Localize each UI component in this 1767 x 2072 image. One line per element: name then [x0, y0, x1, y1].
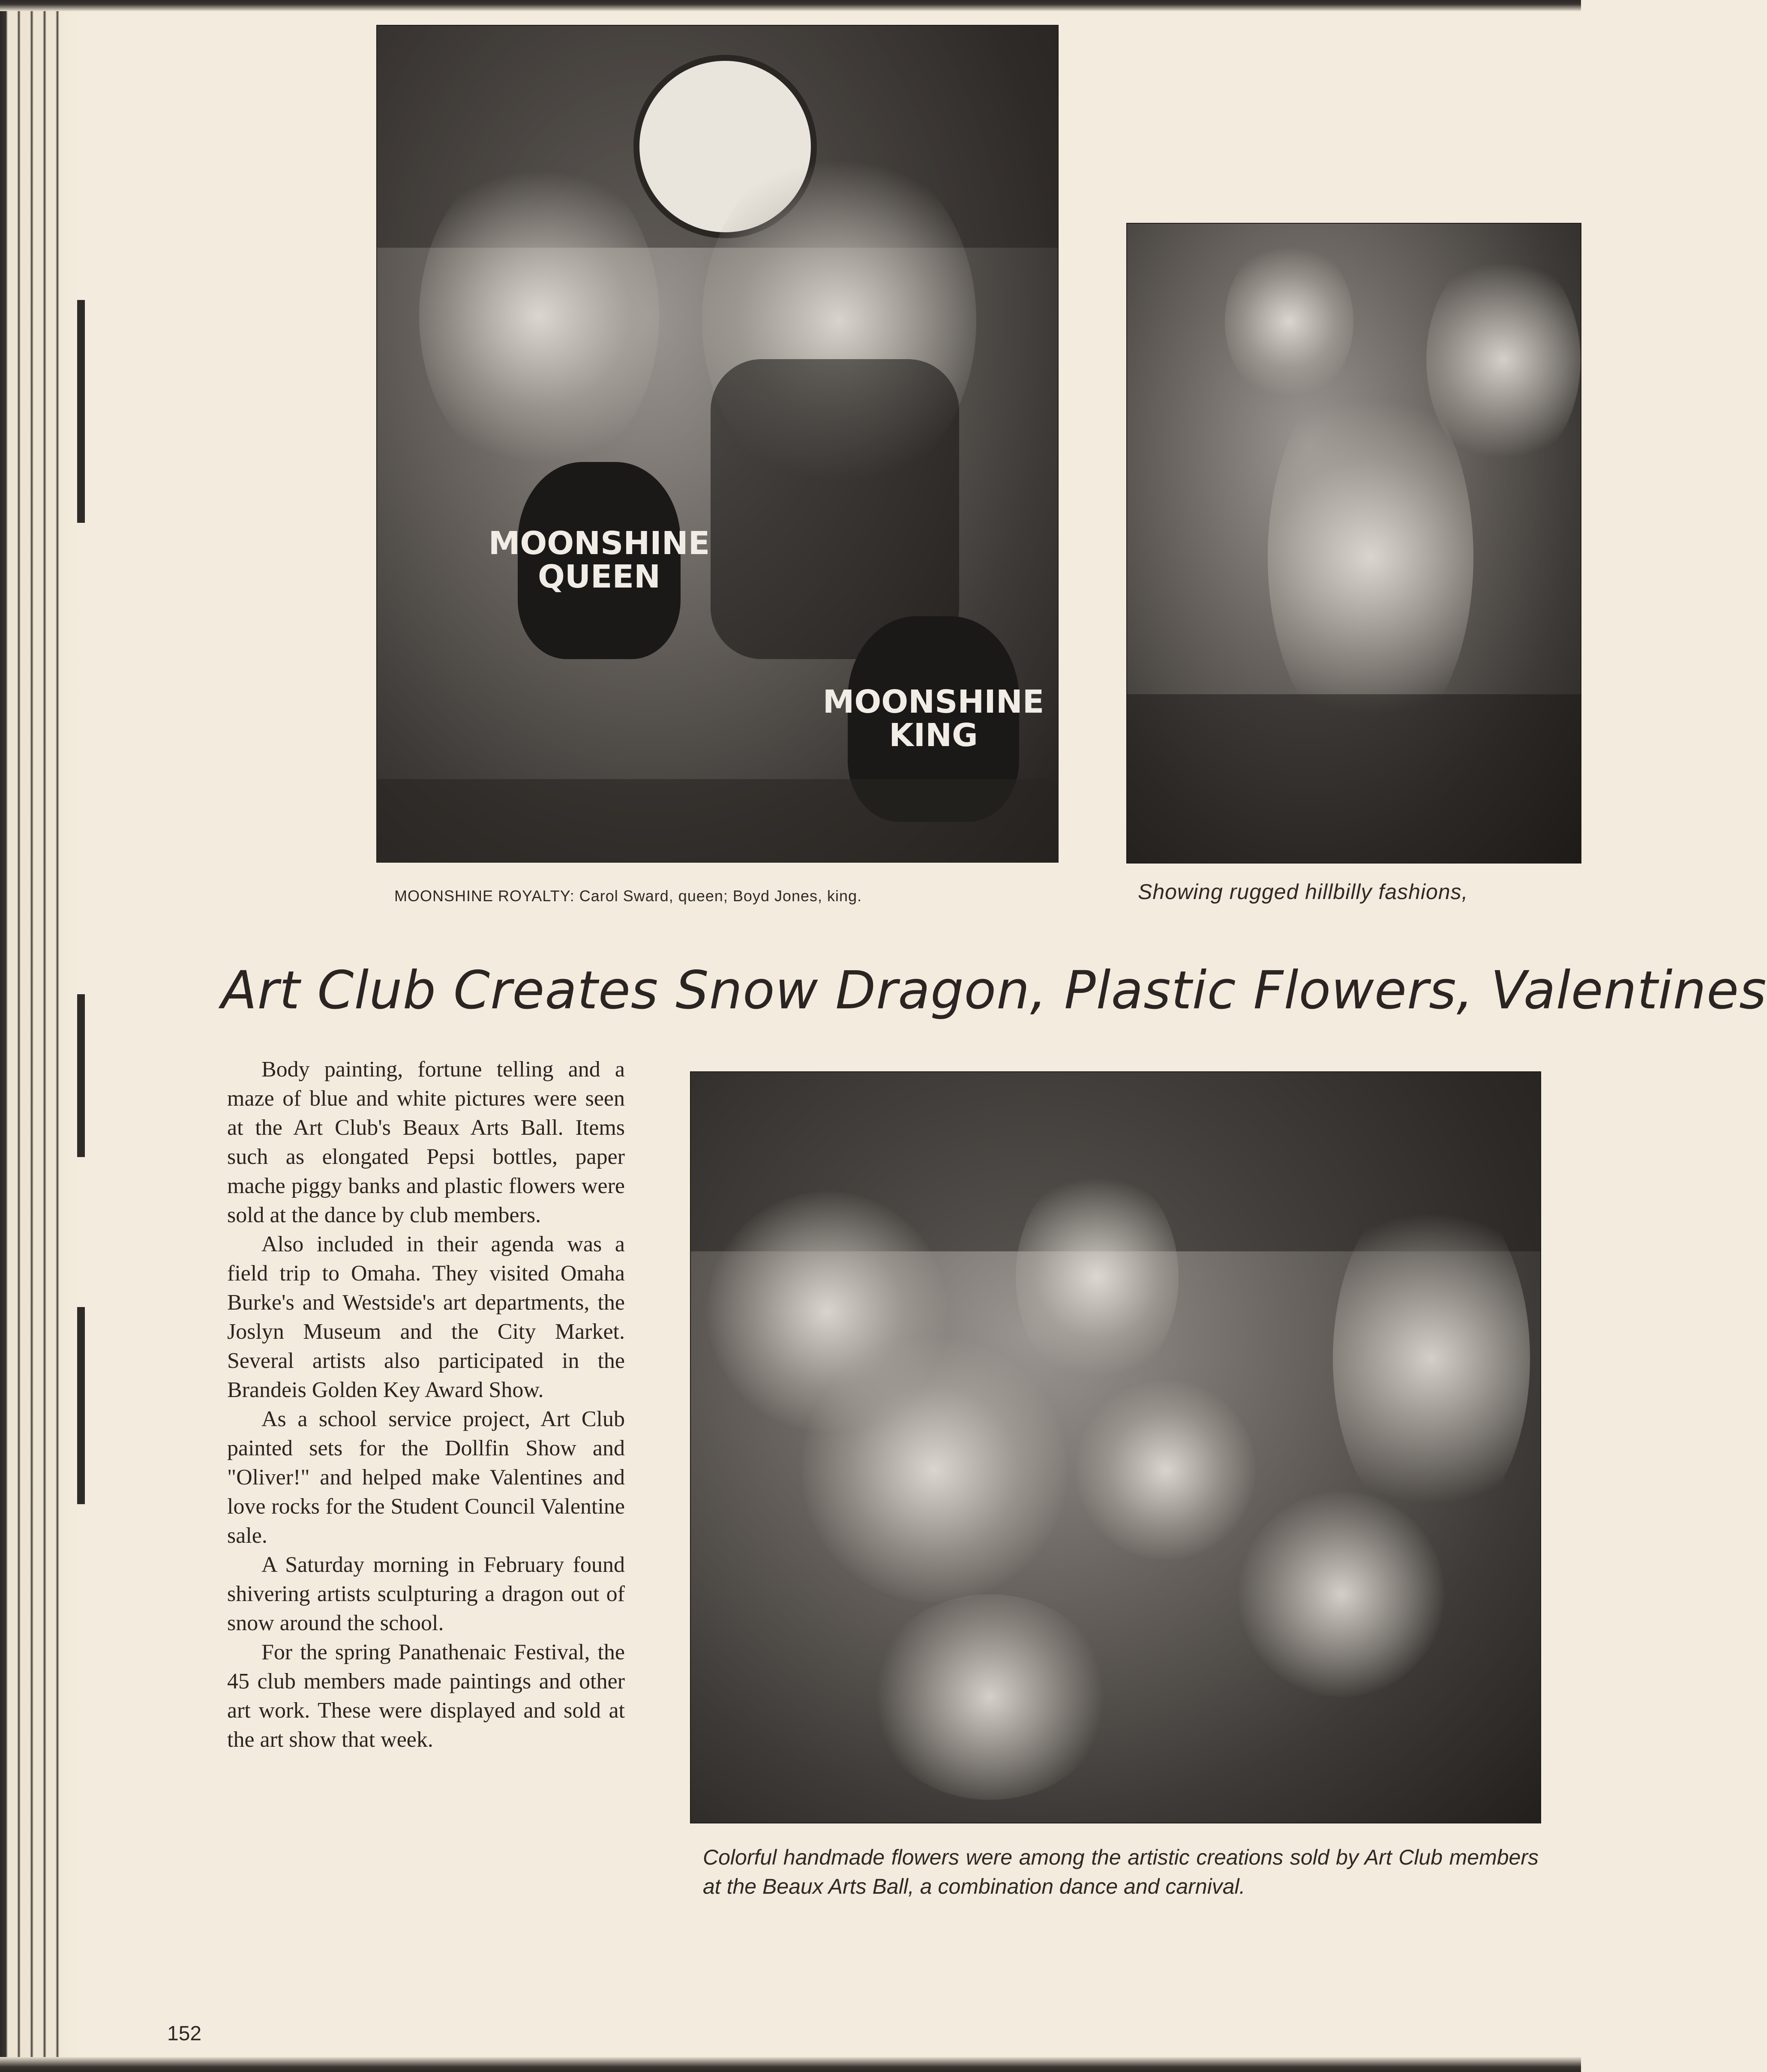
handmade-flowers-photo — [690, 1071, 1541, 1823]
hillbilly-photo-caption: Showing rugged hillbilly fashions, — [1138, 880, 1468, 904]
article-headline: Art Club Creates Snow Dragon, Plastic Flowers, Valentines — [221, 960, 1767, 1021]
article-paragraph: For the spring Panathenaic Festival, the 45 club members made paintings and other art work. These were displayed and sold at the art show that week. — [227, 1640, 625, 1752]
top-page-edge — [0, 0, 1581, 11]
queen-figure — [419, 153, 659, 479]
paper-flower — [1076, 1380, 1256, 1560]
article-paragraph: A Saturday morning in February found shivering artists sculpturing a dragon out of snow around the school. — [227, 1553, 625, 1635]
article-body — [227, 1055, 625, 1754]
crowd-shadow — [1126, 694, 1581, 864]
girl-with-glasses — [1333, 1183, 1530, 1534]
article-paragraph: As a school service project, Art Club painted sets for the Dollfin Show and "Oliver!" and helped make Valentines and love rocks for the Student Council Valentine sale. — [227, 1407, 625, 1548]
page-edge-binding — [0, 0, 81, 2072]
stage-floor — [376, 779, 1059, 863]
royalty-photo-caption: MOONSHINE ROYALTY: Carol Sward, queen; Boyd Jones, king. — [394, 887, 862, 905]
binding-mark — [77, 994, 85, 1157]
king-jug-sign: MOONSHINE KING — [848, 616, 1019, 822]
queen-jug-sign: MOONSHINE QUEEN — [518, 462, 681, 659]
paper-flower — [801, 1337, 1067, 1603]
binding-mark — [77, 300, 85, 523]
hillbilly-fashions-photo — [1126, 223, 1581, 864]
paper-flower — [870, 1594, 1110, 1800]
king-overalls — [711, 359, 959, 659]
page-number: 152 — [167, 2022, 202, 2045]
smiling-girl — [1016, 1166, 1179, 1388]
flowers-photo-caption: Colorful handmade flowers were among the artistic creations sold by Art Club members at the Beaux Arts Ball, a combination dance and carnival. — [703, 1845, 1539, 1898]
bottom-page-edge — [0, 2057, 1581, 2072]
dancer-on-right — [1426, 249, 1581, 471]
binding-mark — [77, 1307, 85, 1504]
moonshine-royalty-photo — [376, 25, 1059, 863]
article-paragraph: Body painting, fortune telling and a maze of blue and white pictures were seen at the Art Club's Beaux Arts Ball. Items such as elongated Pepsi bottles, paper mache piggy banks and plastic flowers were sold at the dance by club members. — [227, 1057, 625, 1227]
article-paragraph: Also included in their agenda was a field trip to Omaha. They visited Omaha Burke's and Westside's art departments, the Joslyn Museum and the City Market. Several artists also participated in the Brandeis Golden Key Award Show. — [227, 1232, 625, 1402]
